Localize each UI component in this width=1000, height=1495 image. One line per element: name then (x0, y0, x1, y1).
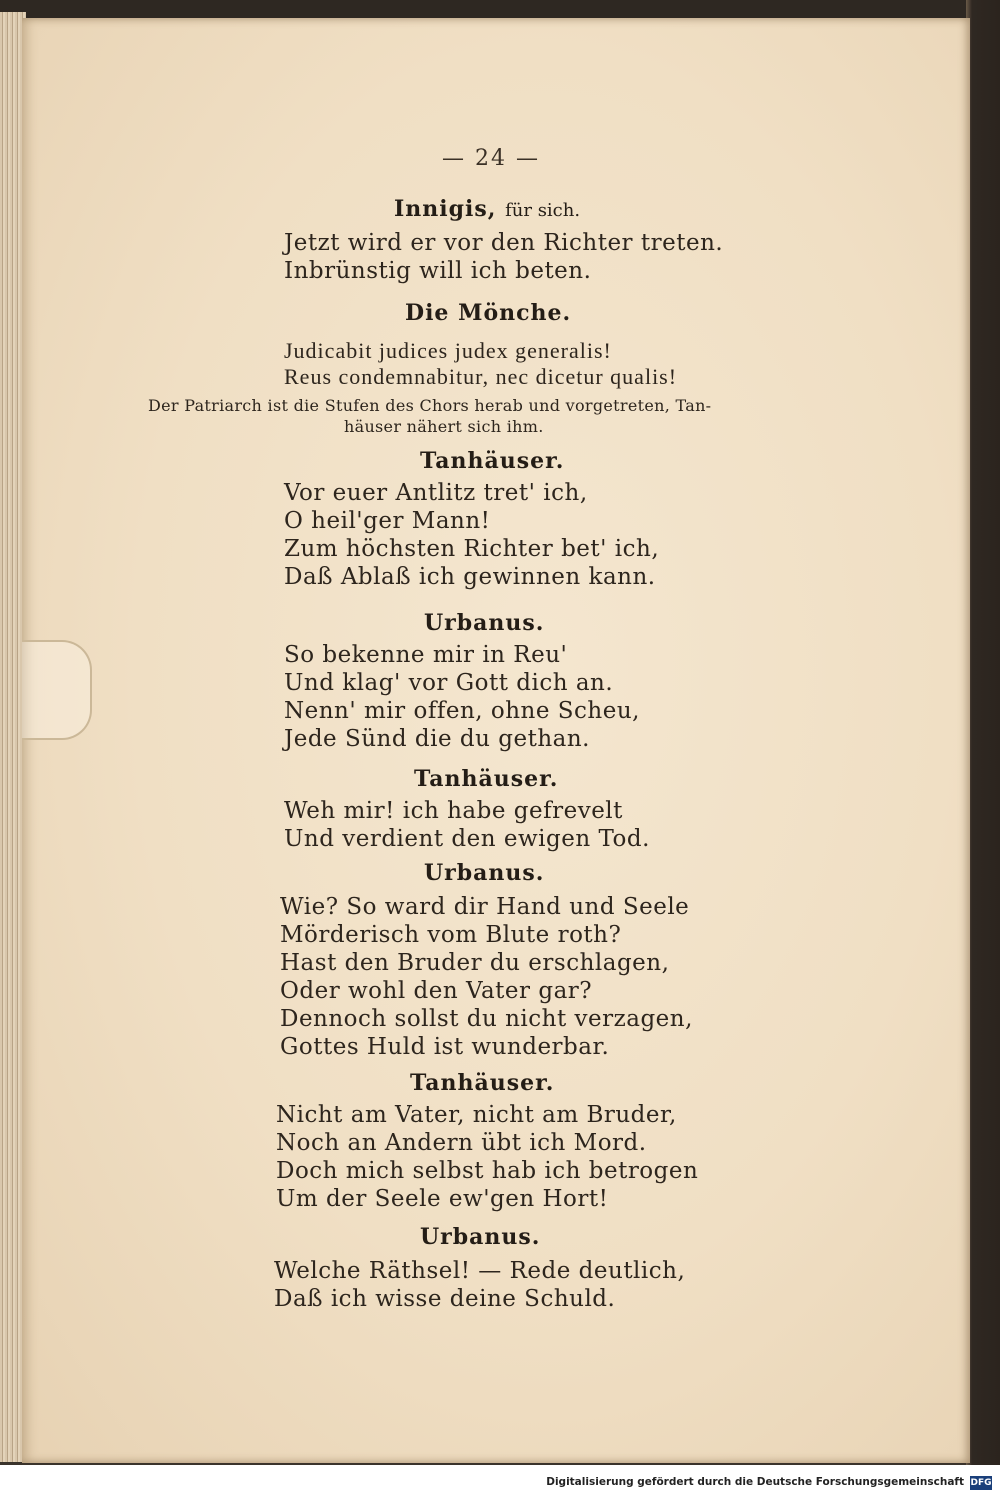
latin-line: Judicabit judices judex generalis! (284, 338, 612, 363)
speaker-heading: Tanhäuser. (410, 1070, 555, 1096)
verse-line: Nicht am Vater, nicht am Bruder, (276, 1102, 677, 1128)
stage-direction: Der Patriarch ist die Stufen des Chors herab und vorgetreten, Tan- (148, 396, 712, 415)
verse-line: Um der Seele ew'gen Hort! (276, 1186, 609, 1212)
verse-line: Daß ich wisse deine Schuld. (274, 1286, 616, 1312)
verse-line: Jetzt wird er vor den Richter treten. (284, 230, 724, 256)
verse-line: Vor euer Antlitz tret' ich, (284, 480, 588, 506)
verse-line: Mörderisch vom Blute roth? (280, 922, 622, 948)
stage-direction: häuser nähert sich ihm. (344, 417, 544, 436)
latin-line: Reus condemnabitur, nec dicetur qualis! (284, 364, 678, 389)
speaker-heading: Die Mönche. (405, 300, 572, 326)
verse-line: Und klag' vor Gott dich an. (284, 670, 614, 696)
page-number: — 24 — (442, 146, 540, 171)
speaker-heading: Urbanus. (420, 1224, 541, 1250)
book-page (22, 18, 970, 1463)
verse-line: Wie? So ward dir Hand und Seele (280, 894, 690, 920)
speaker-heading: Urbanus. (424, 610, 545, 636)
verse-line: Nenn' mir offen, ohne Scheu, (284, 698, 640, 724)
speaker-heading: Tanhäuser. (414, 766, 559, 792)
verse-line: So bekenne mir in Reu' (284, 642, 568, 668)
verse-line: Welche Räthsel! — Rede deutlich, (274, 1258, 686, 1284)
speaker-heading: Urbanus. (424, 860, 545, 886)
page-tab-marker (22, 640, 92, 740)
verse-line: Weh mir! ich habe gefrevelt (284, 798, 623, 824)
speaker-note: für sich. (505, 200, 581, 221)
verse-line: Oder wohl den Vater gar? (280, 978, 593, 1004)
verse-line: Doch mich selbst hab ich betrogen (276, 1158, 699, 1184)
verse-line: Zum höchsten Richter bet' ich, (284, 536, 660, 562)
scan-top-strip (0, 0, 1000, 18)
dfg-logo: DFG (970, 1478, 992, 1488)
verse-line: Noch an Andern übt ich Mord. (276, 1130, 647, 1156)
verse-line: Daß Ablaß ich gewinnen kann. (284, 564, 656, 590)
speaker-heading: Tanhäuser. (420, 448, 565, 474)
verse-line: Hast den Bruder du erschlagen, (280, 950, 670, 976)
verse-line: Und verdient den ewigen Tod. (284, 826, 650, 852)
verse-line: Dennoch sollst du nicht verzagen, (280, 1006, 693, 1032)
verse-line: Inbrünstig will ich beten. (284, 258, 592, 284)
verse-line: Gottes Huld ist wunderbar. (280, 1034, 610, 1060)
verse-line: Jede Sünd die du gethan. (284, 726, 590, 752)
funding-credit: Digitalisierung gefördert durch die Deutsche Forschungsgemeinschaft (546, 1476, 964, 1488)
footer-band (0, 1465, 1000, 1495)
book-binding-edge (966, 0, 1000, 1465)
verse-line: O heil'ger Mann! (284, 508, 491, 534)
speaker-heading: Innigis, für sich. (394, 196, 581, 222)
